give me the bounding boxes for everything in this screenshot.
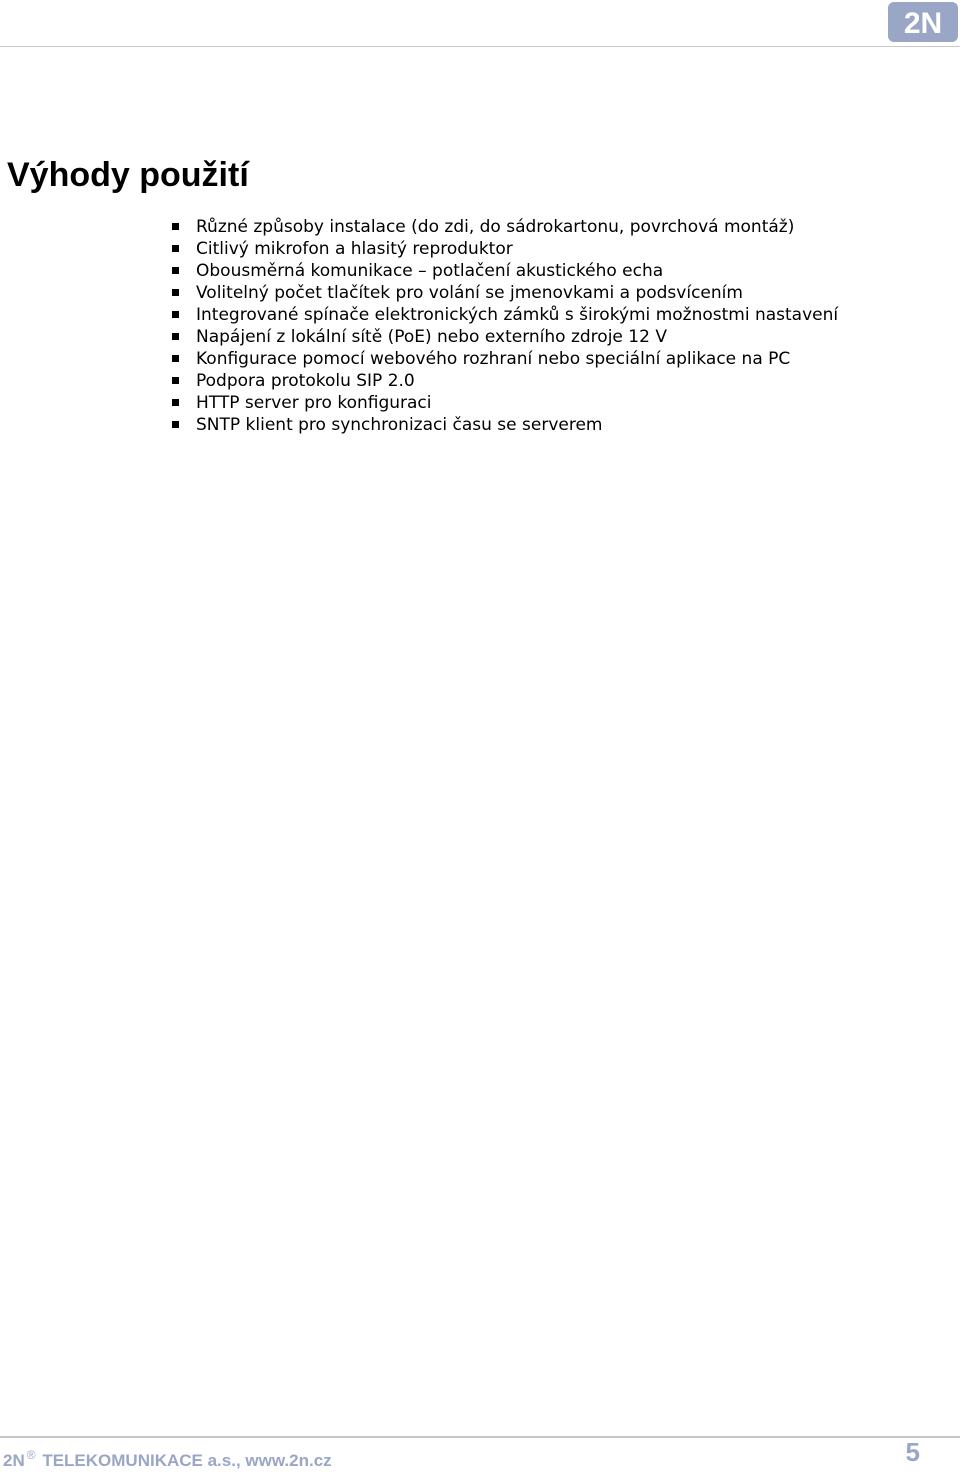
bullet-icon xyxy=(172,289,179,296)
page-title: Výhody použití xyxy=(7,156,249,194)
list-item-text: Různé způsoby instalace (do zdi, do sádrokartonu, povrchová montáž) xyxy=(196,217,795,237)
footer-brand: 2N xyxy=(3,1451,25,1470)
bullet-icon xyxy=(172,245,179,252)
list-item-text: Citlivý mikrofon a hlasitý reproduktor xyxy=(196,239,513,259)
bullet-icon xyxy=(172,267,179,274)
bullet-icon xyxy=(172,333,179,340)
2n-logo-icon xyxy=(892,6,954,38)
list-item xyxy=(0,282,838,304)
list-item xyxy=(0,326,838,348)
list-item-text: Podpora protokolu SIP 2.0 xyxy=(196,371,415,391)
list-item-text: HTTP server pro konfiguraci xyxy=(196,393,432,413)
list-item-text: SNTP klient pro synchronizaci času se serverem xyxy=(196,415,603,435)
list-item-text: Integrované spínače elektronických zámků s širokými možnostmi nastavení xyxy=(196,305,839,325)
list-item xyxy=(0,304,838,326)
list-item-text: Volitelný počet tlačítek pro volání se jmenovkami a podsvícením xyxy=(196,283,743,303)
bullet-icon xyxy=(172,377,179,384)
list-item-text: Konfigurace pomocí webového rozhraní nebo speciální aplikace na PC xyxy=(196,349,791,369)
bullet-icon xyxy=(172,421,179,428)
brand-logo xyxy=(888,2,958,42)
bullet-icon xyxy=(172,355,179,362)
list-item xyxy=(0,414,838,436)
bullet-icon xyxy=(172,223,179,230)
list-item xyxy=(0,392,838,414)
list-item xyxy=(0,216,838,238)
footer-company xyxy=(3,1443,332,1473)
list-item xyxy=(0,348,838,370)
footer-company-name: TELEKOMUNIKACE a.s., www.2n.cz xyxy=(42,1451,332,1470)
list-item xyxy=(0,260,838,282)
bullet-icon xyxy=(172,311,179,318)
header-divider xyxy=(0,46,960,47)
list-item xyxy=(0,370,838,392)
registered-mark: ® xyxy=(26,1448,36,1462)
list-item-text: Napájení z lokální sítě (PoE) nebo externího zdroje 12 V xyxy=(196,327,667,347)
bullet-icon xyxy=(172,399,179,406)
svg-text:2N: 2N xyxy=(903,7,943,38)
list-item xyxy=(0,238,838,260)
feature-list xyxy=(0,216,838,436)
footer-divider xyxy=(0,1436,960,1438)
list-item-text: Obousměrná komunikace – potlačení akustického echa xyxy=(196,261,664,281)
page-number: 5 xyxy=(905,1437,920,1467)
